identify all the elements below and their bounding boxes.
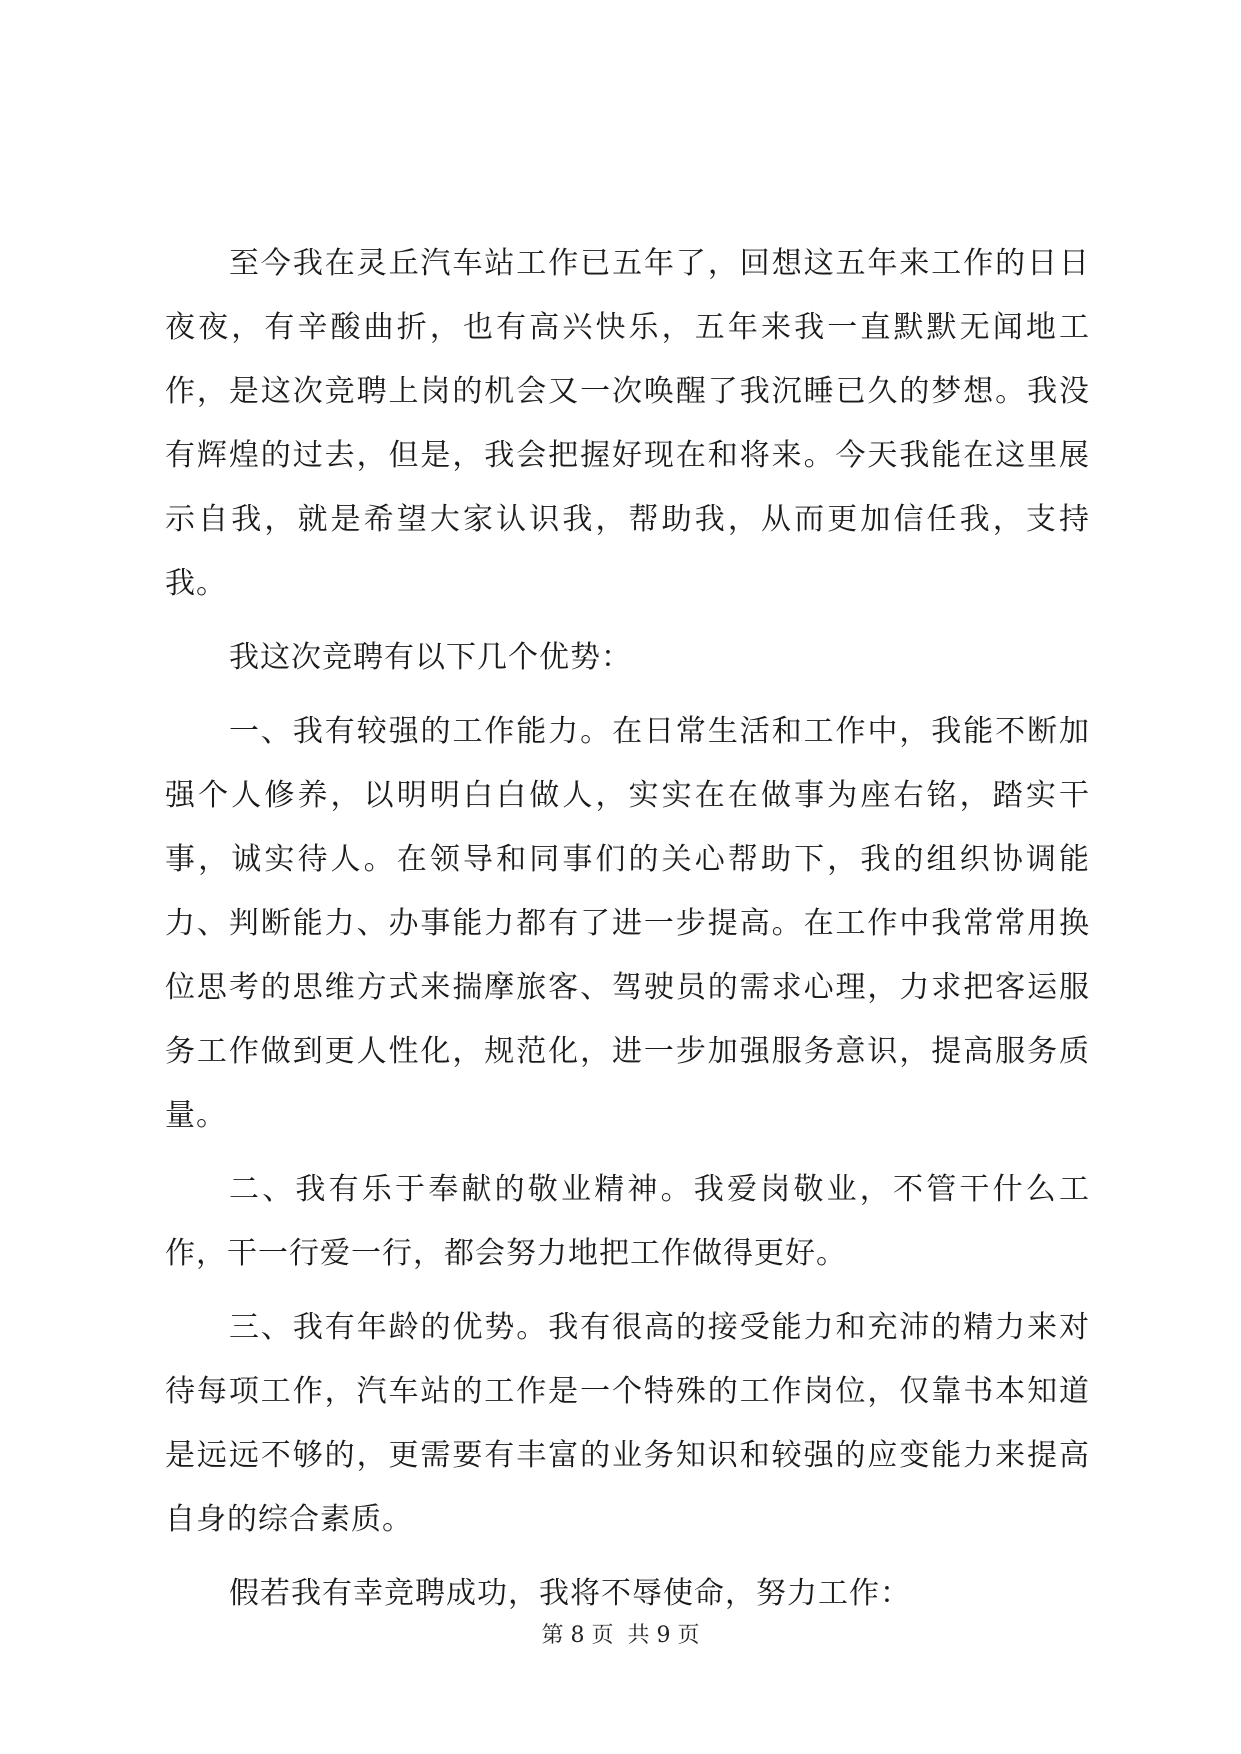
paragraph-intro: 至今我在灵丘汽车站工作已五年了，回想这五年来工作的日日夜夜，有辛酸曲折，也有高兴快乐，五年来我一直默默无闻地工作，是这次竞聘上岗的机会又一次唤醒了我沉睡已久的梦想。我没有辉煌的过去，但是，我会把握好现在和将来。今天我能在这里展示自我，就是希望大家认识我，帮助我，从而更加信任我，支持我。 <box>165 246 1090 601</box>
page-number-label: 第 8 页 共 9 页 <box>541 1623 700 1648</box>
paragraph-commitment: 假若我有幸竞聘成功，我将不辱使命，努力工作： <box>229 1576 911 1611</box>
paragraph-advantage-3: 三、我有年龄的优势。我有很高的接受能力和充沛的精力来对待每项工作，汽车站的工作是一个特殊的工作岗位，仅靠书本知道是远远不够的，更需要有丰富的业务知识和较强的应变能力来提高自身的综合素质。 <box>165 1310 1090 1537</box>
page-footer <box>0 1618 1241 1649</box>
document-body <box>165 232 1090 1636</box>
paragraph-advantage-1: 一、我有较强的工作能力。在日常生活和工作中，我能不断加强个人修养，以明明白白做人，实实在在做事为座右铭，踏实干事，诚实待人。在领导和同事们的关心帮助下，我的组织协调能力、判断能力、办事能力都有了进一步提高。在工作中我常常用换位思考的思维方式来揣摩旅客、驾驶员的需求心理，力求把客运服务工作做到更人性化，规范化，进一步加强服务意识，提高服务质量。 <box>165 714 1090 1133</box>
paragraph-advantages-heading: 我这次竞聘有以下几个优势： <box>229 640 632 675</box>
paragraph-advantage-2: 二、我有乐于奉献的敬业精神。我爱岗敬业，不管干什么工作，干一行爱一行，都会努力地把工作做得更好。 <box>165 1172 1090 1271</box>
